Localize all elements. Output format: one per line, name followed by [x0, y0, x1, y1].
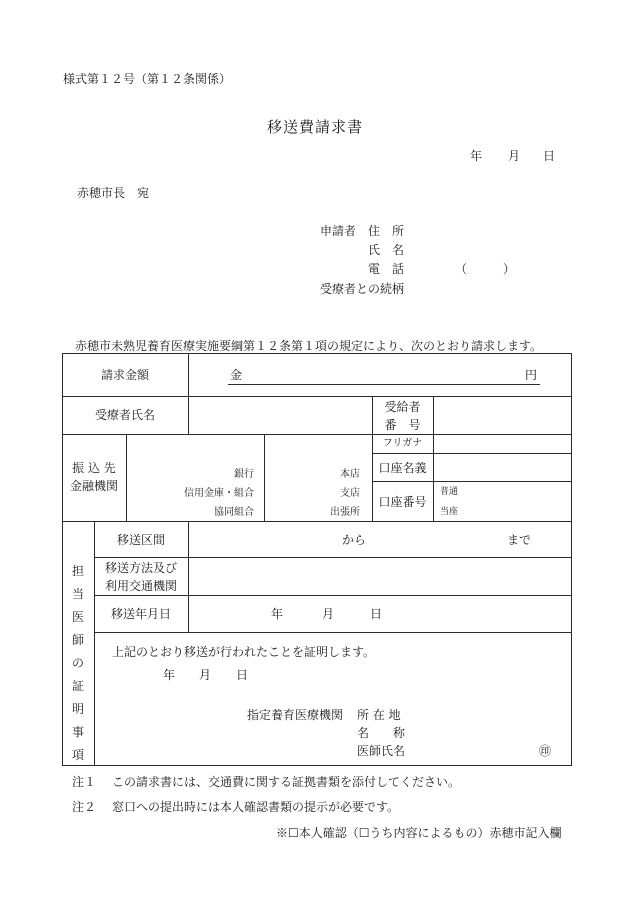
table-divider [62, 521, 572, 522]
page-title: 移送費請求書 [266, 118, 363, 136]
transport-to: まで [507, 533, 532, 547]
certify-text: 上記のとおり移送が行われたことを証明します。 [112, 645, 376, 659]
bank-label-2: 金融機関 [69, 479, 118, 493]
transport-date-month: 月 [322, 607, 335, 621]
transport-from: から [342, 533, 367, 547]
vertical-char: 担 [71, 564, 84, 578]
vertical-char: 証 [71, 679, 84, 693]
amount-suffix: 円 [525, 368, 538, 382]
table-divider [372, 453, 572, 454]
account-type-ordinary: 普通 [440, 487, 459, 497]
bank-type-bank: 銀行 [234, 469, 254, 480]
table-divider [62, 396, 572, 397]
date-month-label: 月 [508, 149, 521, 163]
table-divider [433, 396, 434, 521]
transport-date-day: 日 [370, 607, 383, 621]
date-day-label: 日 [543, 149, 556, 163]
furigana-label: フリガナ [382, 438, 423, 449]
certify-day: 日 [236, 668, 249, 682]
note-1-text: この請求書には、交通費に関する証拠書類を添付してください。 [112, 775, 461, 789]
amount-label: 請求金額 [100, 368, 149, 382]
transport-section-label: 移送区間 [116, 533, 165, 547]
certify-month: 月 [199, 668, 212, 682]
bank-type-cooperative: 協同組合 [214, 507, 254, 518]
transport-date-label: 移送年月日 [110, 607, 171, 621]
vertical-char: 医 [71, 610, 84, 624]
transport-date-year: 年 [271, 607, 284, 621]
vertical-char: 当 [71, 587, 84, 601]
account-number-label: 口座番号 [378, 495, 427, 509]
form-number: 様式第１２号（第１２条関係） [63, 72, 232, 86]
amount-prefix: 金 [230, 368, 243, 382]
table-divider [94, 557, 572, 558]
note-2-label: 注２ [72, 800, 97, 814]
doctor-name-label: 医師氏名 [357, 744, 406, 758]
date-year-label: 年 [470, 149, 483, 163]
applicant-phone-parens: （ ） [455, 262, 516, 276]
branch-type-head: 本店 [340, 469, 360, 480]
recipient-number-label-2: 番 号 [384, 418, 421, 432]
table-divider [94, 595, 572, 596]
branch-type-branch: 支店 [340, 488, 360, 499]
vertical-char: 項 [71, 748, 84, 762]
seal-icon: ㊞ [539, 744, 552, 758]
applicant-phone-label: 電 話 [368, 262, 405, 276]
account-holder-label: 口座名義 [378, 461, 427, 475]
account-type-current: 当座 [440, 507, 459, 517]
official-use-field: ※☐本人確認（☐うち内容によるもの）赤穂市記入欄 [276, 826, 562, 840]
applicant-name-label: 氏 名 [368, 243, 405, 257]
method-label-1: 移送方法及び [105, 561, 178, 575]
doctor-section-label [70, 560, 86, 767]
table-divider [62, 434, 572, 435]
applicant-label: 申請者 [320, 224, 357, 238]
patient-name-label: 受療者氏名 [94, 408, 155, 422]
institution-name-label: 名 称 [357, 726, 406, 740]
applicant-relation-label: 受療者との続柄 [320, 282, 405, 296]
table-divider [188, 521, 189, 632]
certify-year: 年 [163, 668, 176, 682]
bank-type-shinkin: 信用金庫・組合 [184, 488, 254, 499]
recipient-number-label-1: 受給者 [384, 400, 421, 414]
vertical-char: の [71, 656, 84, 670]
institution-label: 指定養育医療機関 [247, 708, 344, 722]
table-divider [264, 434, 265, 521]
table-divider [94, 632, 572, 633]
table-divider [372, 481, 572, 482]
addressee: 赤穂市長 宛 [77, 186, 150, 200]
vertical-char: 明 [71, 702, 84, 716]
applicant-address-label: 住 所 [368, 224, 405, 238]
vertical-char: 師 [71, 633, 84, 647]
method-label-2: 利用交通機関 [105, 579, 178, 593]
bank-label-1: 振 込 先 [72, 461, 116, 475]
branch-type-office: 出張所 [330, 507, 360, 518]
table-divider [94, 521, 95, 766]
intro-text: 赤穂市未熟児養育医療実施要綱第１２条第１項の規定により、次のとおり請求します。 [75, 339, 543, 353]
table-divider [126, 434, 127, 521]
table-divider [188, 353, 189, 434]
institution-address-label: 所 在 地 [357, 708, 401, 722]
amount-underline [228, 384, 540, 385]
note-2-text: 窓口への提出時には本人確認書類の提示が必要です。 [112, 800, 400, 814]
vertical-char: 事 [71, 725, 84, 739]
note-1-label: 注１ [72, 775, 97, 789]
